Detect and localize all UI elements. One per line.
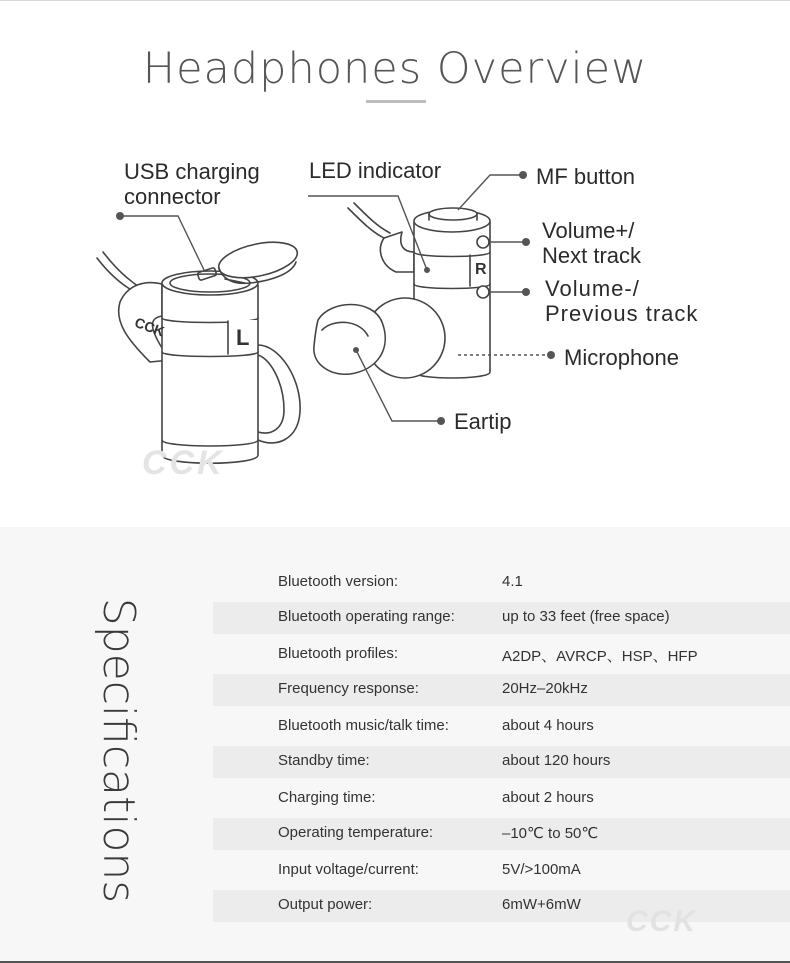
specs-watermark: CCK <box>626 905 697 938</box>
spec-value: about 120 hours <box>502 752 611 769</box>
spec-value: about 4 hours <box>502 717 594 734</box>
left-brand-logo: CCK <box>132 314 167 340</box>
volume-down-line2: Previous track <box>545 301 699 326</box>
page-title: Headphones Overview <box>142 44 648 94</box>
spec-label: Input voltage/current: <box>278 861 419 878</box>
spec-row <box>213 746 790 778</box>
usb-callout <box>124 159 260 209</box>
spec-row <box>213 711 790 743</box>
spec-row <box>213 783 790 815</box>
spec-row <box>213 602 790 634</box>
spec-value: up to 33 feet (free space) <box>502 608 670 625</box>
mf-callout: MF button <box>536 164 636 189</box>
spec-row <box>213 890 790 922</box>
spec-label: Bluetooth version: <box>278 573 399 590</box>
usb-leader <box>120 216 205 272</box>
spec-row <box>213 818 790 850</box>
spec-value: 4.1 <box>502 573 523 590</box>
spec-label: Bluetooth operating range: <box>278 608 455 625</box>
volume-down-callout <box>545 276 698 326</box>
spec-row <box>213 674 790 706</box>
left-earbud <box>97 236 300 463</box>
spec-label: Bluetooth profiles: <box>278 645 399 662</box>
mf-leader <box>458 175 523 210</box>
spec-label: Charging time: <box>278 789 376 806</box>
usb-callout-line1: USB charging <box>124 159 260 184</box>
spec-value: about 2 hours <box>502 789 594 806</box>
spec-row <box>213 567 790 599</box>
spec-value: A2DP、AVRCP、HSP、HFP <box>502 648 698 665</box>
usb-callout-line2: connector <box>124 184 221 209</box>
overview-watermark: CCK <box>142 444 225 482</box>
spec-label: Bluetooth music/talk time: <box>278 717 449 734</box>
spec-label: Output power: <box>278 896 373 913</box>
spec-value: 5V/>100mA <box>502 861 581 878</box>
microphone-callout: Microphone <box>564 345 679 370</box>
led-callout: LED indicator <box>309 158 442 183</box>
volume-up-callout <box>542 218 641 268</box>
spec-label: Operating temperature: <box>278 824 434 841</box>
spec-value: 6mW+6mW <box>502 896 581 913</box>
spec-label: Frequency response: <box>278 680 419 697</box>
specifications-title: Specifications <box>92 597 144 903</box>
volume-up-line1: Volume+/ <box>542 218 635 243</box>
right-side-letter: R <box>475 261 487 278</box>
right-earbud <box>314 203 490 378</box>
eartip-callout: Eartip <box>454 409 512 434</box>
spec-value: 20Hz–20kHz <box>502 680 588 697</box>
spec-row <box>213 855 790 887</box>
left-side-letter: L <box>236 325 250 350</box>
spec-row <box>213 639 790 671</box>
volume-up-line2: Next track <box>542 243 642 268</box>
volume-down-line1: Volume-/ <box>545 276 640 301</box>
spec-value: –10℃ to 50℃ <box>502 825 599 842</box>
spec-label: Standby time: <box>278 752 370 769</box>
